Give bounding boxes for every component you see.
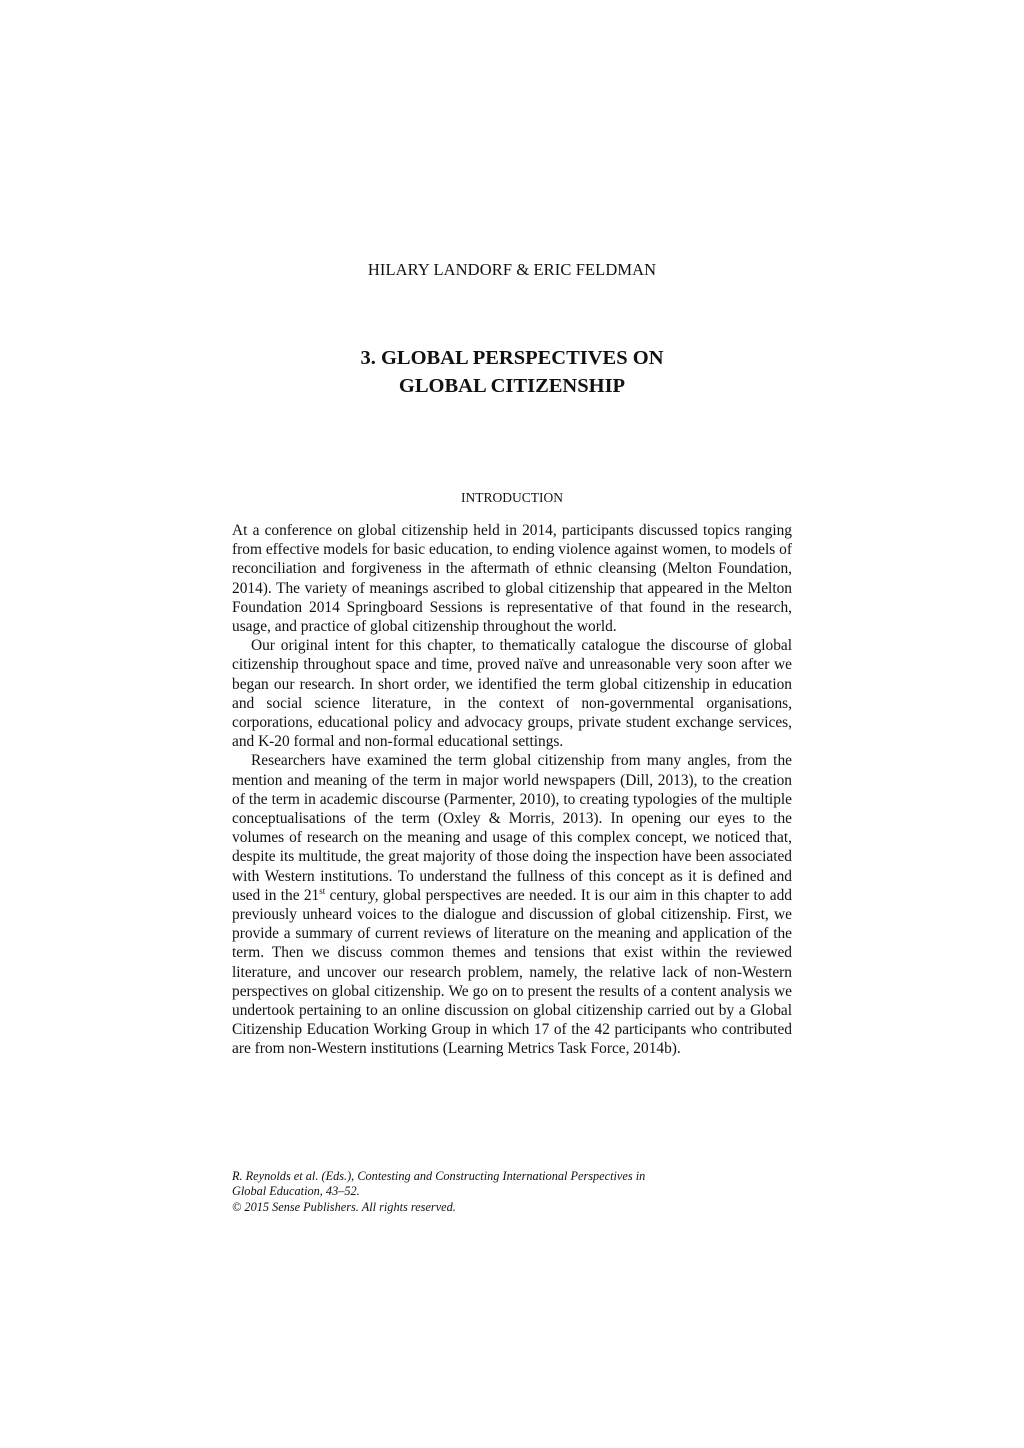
- chapter-authors: HILARY LANDORF & ERIC FELDMAN: [367, 260, 657, 279]
- chapter-title: [0, 344, 1024, 400]
- publication-footnote: [232, 1169, 792, 1215]
- paragraph-2: Our original intent for this chapter, to thematically catalogue the discourse of global citizenship throughout space and time, proved naïve and unreasonable very soon after we began our research. In short order, we identified the term global citizenship in education and social science literature, in the context of non-governmental organisations, corporations, educational policy and advocacy groups, private student exchange services, and K-20 formal and non-formal educational settings.: [232, 637, 792, 751]
- chapter-title-line-1: 3. GLOBAL PERSPECTIVES ON: [360, 347, 664, 369]
- footnote-citation-line-1: R. Reynolds et al. (Eds.), Contesting and Constructing International Perspectives in: [232, 1169, 646, 1183]
- paragraph-1: At a conference on global citizenship held in 2014, participants discussed topics ranging from effective models for basic education, to ending violence against women, to models of reconciliation and forgiveness in the aftermath of ethnic cleansing (Melton Foundation, 2014). The variety of meanings ascribed to global citizenship that appeared in the Melton Foundation 2014 Springboard Sessions is representative of that found in the research, usage, and practice of global citizenship throughout the world.: [232, 522, 792, 636]
- footnote-copyright: © 2015 Sense Publishers. All rights reserved.: [232, 1199, 456, 1214]
- paragraph-3: [232, 751, 792, 1058]
- section-heading: INTRODUCTION: [461, 490, 563, 505]
- chapter-title-line-2: GLOBAL CITIZENSHIP: [398, 375, 626, 397]
- ordinal-superscript: st: [319, 885, 326, 896]
- body-text: [232, 521, 792, 1059]
- paragraph-3-part-2: century, global perspectives are needed. It is our aim in this chapter to add previously unheard voices to the dialogue and discussion of global citizenship. First, we provide a summary of current reviews of literature on the meaning and application of the term. Then we discuss common themes and tensions that exist within the reviewed literature, and uncover our research problem, namely, the relative lack of non-Western perspectives on global citizenship. We go on to present the results of a content analysis we undertook pertaining to an online discussion on global citizenship carried out by a Global Citizenship Education Working Group in which 17 of the 42 participants who contributed are from non-Western institutions (Learning Metrics Task Force, 2014b).: [232, 886, 793, 1058]
- paragraph-3-part-1: Researchers have examined the term global citizenship from many angles, from the mention and meaning of the term in major world newspapers (Dill, 2013), to the creation of the term in academic discourse (Parmenter, 2010), to creating typologies of the multiple conceptualisations of the term (Oxley & Morris, 2013). In opening our eyes to the volumes of research on the meaning and usage of this complex concept, we noticed that, despite its multitude, the great majority of those doing the inspection have been associated with Western institutions. To understand the fullness of this concept as it is defined and used in the 21: [232, 752, 792, 904]
- footnote-citation-line-2: Global Education, 43–52.: [232, 1184, 360, 1199]
